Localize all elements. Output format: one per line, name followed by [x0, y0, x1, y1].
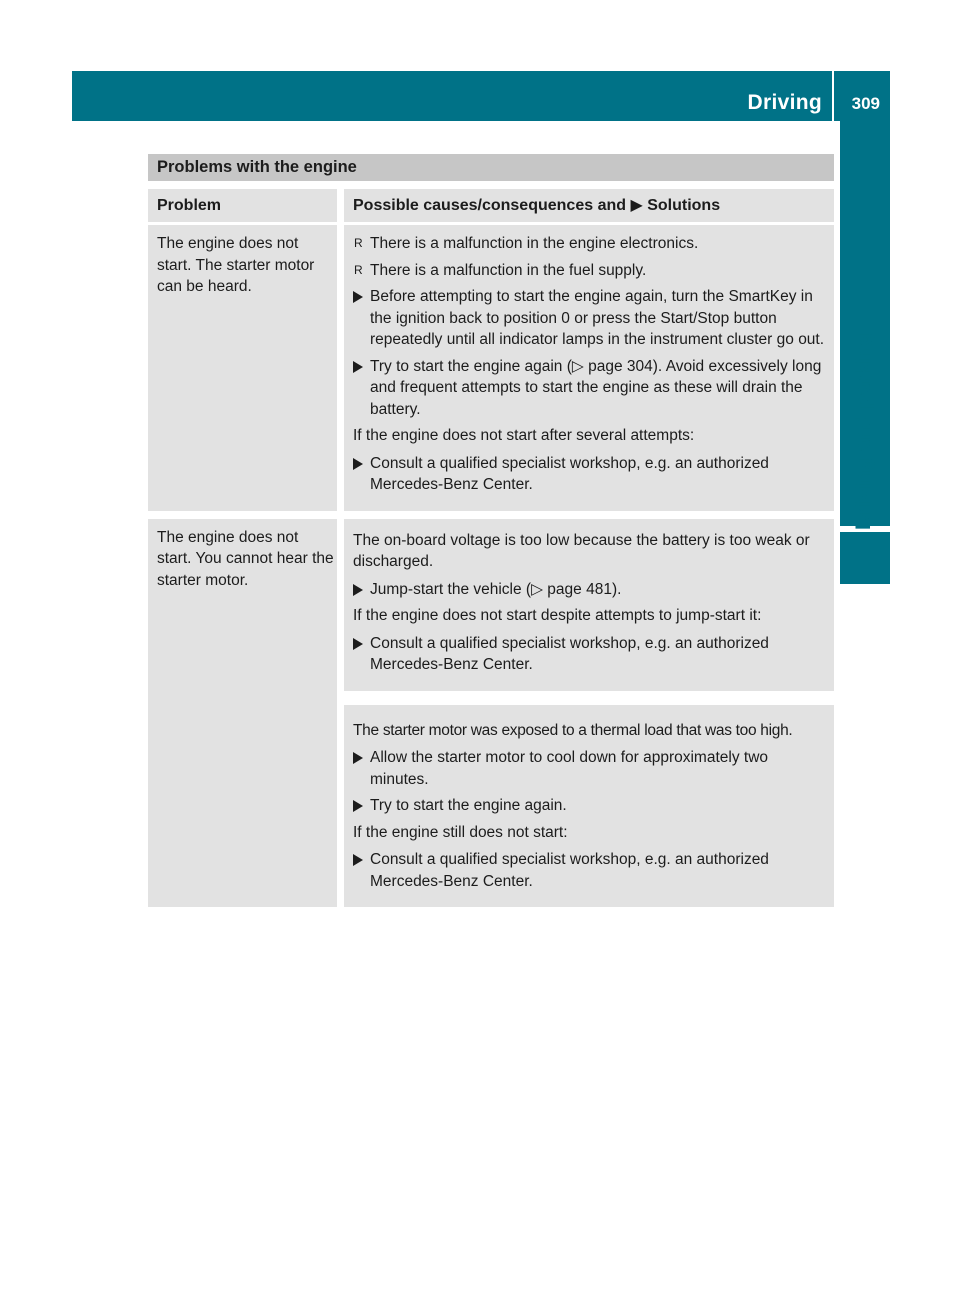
step-arrow-icon [353, 854, 363, 866]
cause-item: R There is a malfunction in the engine electronics. [353, 233, 826, 255]
step-arrow-icon [353, 458, 363, 470]
problem-cell: The engine does not start. The starter motor can be heard. [148, 225, 337, 511]
col-header-solutions: Possible causes/consequences and ▶ Solutions [344, 189, 834, 222]
section-title: Driving [747, 91, 822, 114]
bullet-r-icon: R [354, 262, 363, 277]
step-arrow-icon [353, 800, 363, 812]
page-number: 309 [851, 94, 880, 113]
solution-step: Jump-start the vehicle (▷ page 481). [353, 579, 826, 601]
cause-text: The starter motor was exposed to a thermal load that was too high. [353, 721, 793, 739]
solution-cell [344, 519, 834, 691]
solution-cell [344, 705, 834, 908]
problems-table [148, 154, 834, 907]
solution-step: Consult a qualified specialist workshop, e.g. an authorized Mercedes-Benz Center. [353, 849, 826, 892]
step-arrow-icon [353, 584, 363, 596]
side-tab-marker [840, 532, 890, 584]
solution-step: Before attempting to start the engine again, turn the SmartKey in the ignition back to position 0 or press the Start/Stop button repeatedly until all indicator lamps in the instrument cluster go out. [353, 286, 826, 351]
col-header-problem: Problem [148, 189, 337, 222]
header-divider [832, 71, 834, 121]
note-text: If the engine does not start after several attempts: [353, 427, 695, 444]
cause-text: The on-board voltage is too low because the battery is too weak or discharged. [353, 531, 810, 570]
bullet-r-icon: R [354, 236, 363, 250]
note-text: If the engine still does not start: [353, 823, 568, 841]
cause-item: R There is a malfunction in the fuel supply. [353, 260, 826, 282]
solution-step: Consult a qualified specialist workshop, e.g. an authorized Mercedes-Benz Center. [353, 633, 826, 676]
problem-cell: The engine does not start. You cannot hear the starter motor. [148, 519, 337, 908]
solution-step: Try to start the engine again (▷ page 304). Avoid excessively long and frequent attempts to start the engine as these will drain the battery. [353, 356, 826, 421]
table-row [148, 225, 834, 511]
solution-step: Allow the starter motor to cool down for approximately two minutes. [353, 747, 826, 790]
table-row [148, 519, 834, 908]
step-arrow-icon [353, 291, 363, 303]
step-arrow-icon [353, 361, 363, 373]
table-header-row [148, 189, 834, 222]
step-arrow-icon [353, 638, 363, 650]
side-tab-label: Driving and parking [852, 332, 875, 530]
solution-step: Consult a qualified specialist workshop, e.g. an authorized Mercedes-Benz Center. [353, 453, 826, 496]
solution-step: Try to start the engine again. [353, 795, 826, 817]
table-title: Problems with the engine [148, 154, 834, 181]
step-arrow-icon [353, 752, 363, 764]
solution-cell [344, 225, 834, 511]
note-text: If the engine does not start despite attempts to jump-start it: [353, 607, 762, 624]
page-header-bar [72, 71, 890, 121]
